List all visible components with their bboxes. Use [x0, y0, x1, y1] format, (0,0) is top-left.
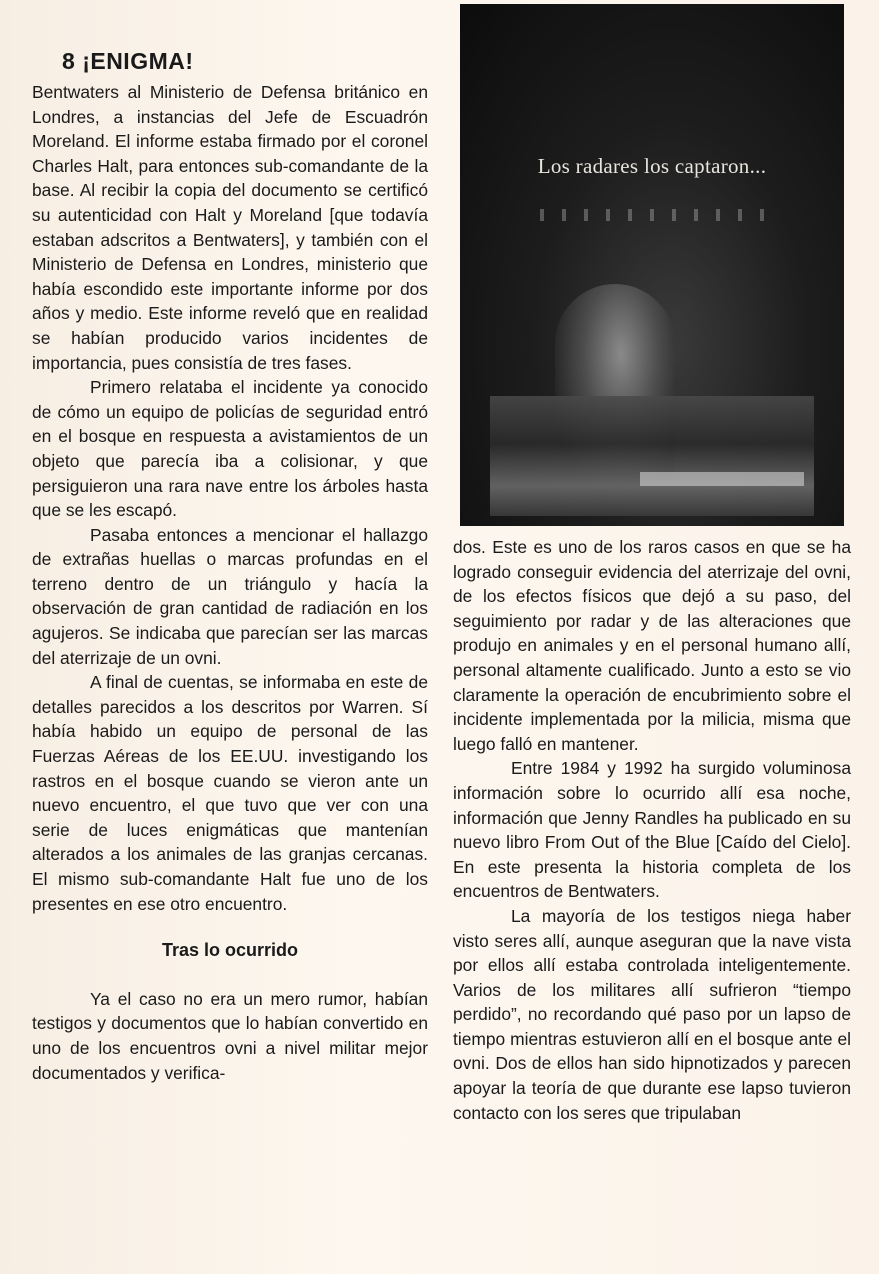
paragraph: Ya el caso no era un mero rumor, habían testigos y documentos que lo habían convertido en uno de los encuentros ovni a nivel militar mejor documentados y verifica-	[32, 988, 428, 1083]
paragraph: La mayoría de los testigos niega haber visto seres allí, aunque aseguran que la nave vista por ellos allí estaba controlada inteligentemente. Varios de los militares allí sufrieron “tiempo perdido”, no recordando qué paso por un lapso de tiempo mientras estuvieron allí en el bosque ante el ovni. Dos de ellos han sido hipnotizados y parecen apoyar la teoría de que durante ese lapso tuvieron contacto con los seres que tripulaban	[453, 905, 851, 1123]
paragraph: Pasaba entonces a mencionar el hallazgo de extrañas huellas o marcas profundas en el terreno dentro de un triángulo y hacía la observación de gran cantidad de radiación en los agujeros. Se indicaba que parecían ser las marcas del aterrizaje de un ovni.	[32, 524, 428, 668]
radar-operator-photo	[460, 4, 844, 526]
page-header	[62, 48, 194, 75]
paragraph: dos. Este es uno de los raros casos en que se ha logrado conseguir evidencia del aterrizaje del ovni, de los efectos físicos que dejó a su paso, del seguimiento por radar y de las alteraciones que produjo en animales y en el personal humano allí, personal altamente cualificado. Junto a esto se vio claramente la operación de encubrimiento sobre el incidente implementada por la milicia, misma que luego falló en mantener.	[453, 537, 851, 754]
subheading: Tras lo ocurrido	[161, 940, 299, 961]
radar-console	[490, 396, 814, 516]
left-column	[32, 80, 428, 1085]
paragraph: Primero relataba el incidente ya conocido de cómo un equipo de policías de seguridad entró en el bosque en respuesta a avistamientos de un objeto que parecía iba a colisionar, y que persiguieron una rara nave entre los árboles hasta que se les escapó.	[32, 377, 428, 521]
section-title: ¡ENIGMA!	[82, 48, 194, 74]
page-number: 8	[62, 48, 76, 74]
paragraph: Entre 1984 y 1992 ha surgido voluminosa información sobre lo ocurrido allí esa noche, información que Jenny Randles ha publicado en su nuevo libro From Out of the Blue [Caído del Cielo]. En este presenta la historia completa de los encuentros de Bentwaters.	[453, 758, 851, 902]
paragraph: Bentwaters al Ministerio de Defensa británico en Londres, a instancias del Jefe de Escuadrón Moreland. El informe estaba firmado por el coronel Charles Halt, para entonces sub-comandante de la base. Al recibir la copia del documento se certificó su autenticidad con Halt y Moreland [que todavía estaban adscritos a Bentwaters], y también con el Ministerio de Defensa en Londres, ministerio que había escondido este importante informe por dos años y medio. Este informe reveló que en realidad se habían producido varios incidentes de importancia, pues consistía de tres fases.	[32, 82, 428, 373]
right-column	[453, 535, 851, 1125]
radar-lights-decoration	[540, 209, 780, 221]
console-highlight	[640, 472, 804, 486]
photo-caption: Los radares los captaron...	[537, 154, 767, 178]
paragraph: A final de cuentas, se informaba en este de detalles parecidos a los descritos por Warren. Sí había habido un equipo de personal de las Fuerzas Aéreas de los EE.UU. investigando los rastros en el bosque cuando se vieron ante un nuevo encuentro, el que tuvo que ver con una serie de luces enigmáticas que mantenían alterados a los animales de las granjas cercanas. El mismo sub-comandante Halt fue uno de los presentes en ese otro encuentro.	[32, 672, 428, 914]
